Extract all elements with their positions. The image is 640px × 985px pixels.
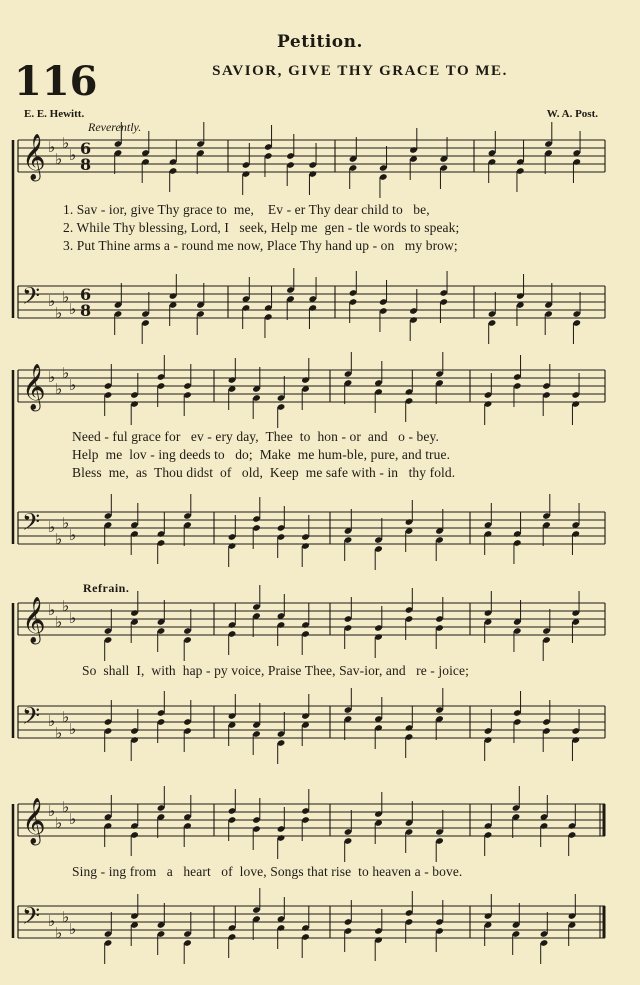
key-signature-flat: ♭	[69, 720, 77, 738]
hymn-title: SAVIOR, GIVE THY GRACE TO ME.	[212, 63, 508, 79]
key-signature-flat: ♭	[48, 601, 56, 619]
bass-clef: 𝄢	[22, 702, 41, 735]
bass-clef: 𝄢	[22, 282, 41, 315]
lyric-line: Help me lov - ing deeds to do; Make me hum-ble, pure, and true.	[72, 447, 451, 462]
lyric-line: Sing - ing from a heart of love, Songs that rise to heaven a - bove.	[72, 864, 463, 879]
time-signature-digit: 8	[80, 301, 92, 320]
key-signature-flat: ♭	[62, 364, 70, 382]
key-signature-flat: ♭	[55, 724, 63, 742]
key-signature-flat: ♭	[55, 924, 63, 942]
key-signature-flat: ♭	[48, 368, 56, 386]
lyric-line: 2. While Thy blessing, Lord, I seek, Help me gen - tle words to speak;	[63, 220, 460, 235]
key-signature-flat: ♭	[48, 912, 56, 930]
treble-clef: 𝄞	[22, 597, 46, 643]
lyric-line: 3. Put Thine arms a - round me now, Place Thy hand up - on my brow;	[63, 238, 458, 253]
key-signature-flat: ♭	[48, 518, 56, 536]
time-signature-digit: 6	[80, 285, 92, 304]
time-signature-digit: 6	[80, 139, 92, 158]
key-signature-flat: ♭	[69, 376, 77, 394]
key-signature-flat: ♭	[62, 514, 70, 532]
key-signature-flat: ♭	[55, 814, 63, 832]
key-signature-flat: ♭	[62, 288, 70, 306]
treble-clef: 𝄞	[22, 364, 46, 410]
key-signature-flat: ♭	[48, 138, 56, 156]
lyric-line: Bless me, as Thou didst of old, Keep me safe with - in thy fold.	[72, 465, 456, 480]
key-signature-flat: ♭	[69, 526, 77, 544]
key-signature-flat: ♭	[69, 146, 77, 164]
key-signature-flat: ♭	[62, 708, 70, 726]
key-signature-flat: ♭	[69, 810, 77, 828]
author-credit: E. E. Hewitt.	[24, 108, 85, 120]
treble-clef: 𝄞	[22, 134, 46, 180]
section-title: Petition.	[277, 32, 363, 52]
composer-credit: W. A. Post.	[546, 108, 598, 120]
bass-clef: 𝄢	[22, 902, 41, 935]
key-signature-flat: ♭	[55, 304, 63, 322]
refrain-label: Refrain.	[83, 581, 130, 595]
key-signature-flat: ♭	[69, 920, 77, 938]
key-signature-flat: ♭	[55, 530, 63, 548]
key-signature-flat: ♭	[48, 292, 56, 310]
key-signature-flat: ♭	[62, 798, 70, 816]
key-signature-flat: ♭	[69, 609, 77, 627]
lyric-line: So shall I, with hap - py voice, Praise Thee, Sav-ior, and re - joice;	[82, 663, 469, 678]
key-signature-flat: ♭	[62, 908, 70, 926]
key-signature-flat: ♭	[62, 134, 70, 152]
lyric-line: 1. Sav - ior, give Thy grace to me, Ev - er Thy dear child to be,	[63, 202, 430, 217]
key-signature-flat: ♭	[55, 380, 63, 398]
lyric-line: Need - ful grace for ev - ery day, Thee to hon - or and o - bey.	[72, 429, 439, 444]
hymn-number: 116	[14, 58, 98, 105]
key-signature-flat: ♭	[69, 300, 77, 318]
key-signature-flat: ♭	[55, 613, 63, 631]
tempo-marking: Reverently.	[88, 120, 142, 134]
key-signature-flat: ♭	[48, 712, 56, 730]
time-signature-digit: 8	[80, 155, 92, 174]
key-signature-flat: ♭	[55, 150, 63, 168]
key-signature-flat: ♭	[62, 597, 70, 615]
key-signature-flat: ♭	[48, 802, 56, 820]
bass-clef: 𝄢	[22, 508, 41, 541]
treble-clef: 𝄞	[22, 798, 46, 844]
